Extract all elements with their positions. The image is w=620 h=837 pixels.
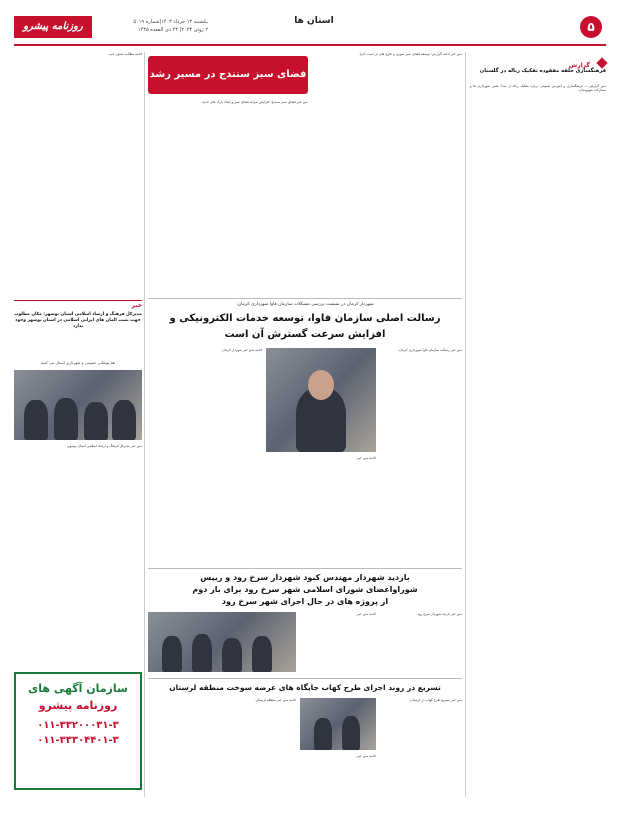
story3-title-line1: بازدید شهردار مهندس کبود شهردار سرخ رود و رییس [200,573,410,582]
story4-body-right: متن خبر تسریع طرح کهاب در لرستان. [409,698,462,702]
report-kicker [530,52,606,69]
section-title: استان ها [294,16,334,26]
left-column-body-top: ادامه مطالب ستون چپ. [108,52,142,56]
issue-date-line2: ۲ ژوئن ۲۰۲۴| ۲۴ ذی القعده ۱۴۴۵ [137,27,208,33]
report-kicker-icon [596,57,607,68]
story3-title-line2: شوراواعضای شورای اسلامی شهر سرخ رود برای باز دوم [192,585,418,594]
main-story-rule [148,298,462,299]
issue-date-line1: یکشنبه ۱۳ خرداد ۱۴۰۳|شماره ۵۰۱۹ [133,19,208,25]
story3-title-line3: از پروژه های در حال اجرای شهر سرخ رود [221,597,389,606]
khabar-label: خبر [131,302,142,309]
ad-line2: روزنامه پیشرو [38,699,118,712]
khabar-body: متن خبر مدیرکل فرهنگ و ارشاد اسلامی استان بوشهر. [66,444,142,448]
column-rule [465,52,466,797]
main-story-title-line2: افزایش سرعت گسترش آن است [224,329,386,340]
report-kicker-label: گزارش [568,62,590,69]
main-story-title-line1: رسالت اصلی سازمان فاوا، توسعه خدمات الکترونیکی و [169,313,441,324]
khabar-rule [14,300,142,301]
main-story-body-left: ادامه متن خبر شهردار کرمان. [221,348,262,352]
story3-photo [148,612,296,672]
khabar-headline: مدیرکل فرهنگ و ارشاد اسلامی استان بوشهر: مکان مطلوب جهت نصب المان های ایرانی اسلامی در استان بوشهر وجود ندارد [14,312,142,329]
header-rule [14,44,606,46]
report-title: فرهنگسازی حلقه مفقوده تفکیک زباله در گلستان [479,68,606,74]
story4-rule [148,678,462,679]
story4-title: تسریع در روند اجرای طرح کهاب جایگاه های عرضه سوخت منطقه لرستان [169,683,441,692]
main-story-kicker: شهردار کرمان در نشست بررسی مشکلات سازمان فاوا شهرداری کرمان: [236,302,374,307]
top-story-title: فضای سبز سنندج در مسیر رشد [149,69,307,80]
khabar-photo [14,370,142,440]
main-story-body-mid: ادامه متن خبر. [355,456,376,460]
left-column-rule [144,52,145,797]
ad-line1: سازمان آگهی های [28,682,128,695]
story4-body-mid: ادامه متن خبر. [355,754,376,758]
report-body: متن گزارش — فرهنگسازی و آموزش عمومی درباره تفکیک زباله از مبدأ، نقش شهرداری ها و مشارکت شهروندان. [470,84,606,93]
top-story-title-box [148,56,308,94]
ad-phone2: ۰۱۱-۳۳۳۰۴۴۰۱-۳ [37,735,119,746]
page-number-badge [576,14,606,40]
story4-body-left: ادامه متن خبر منطقه لرستان. [254,698,296,702]
main-story-photo [266,348,376,452]
khabar-byline: هم پوشانی عمومی و شهرداری استان می کنیم [41,360,115,365]
ad-box [14,672,142,790]
ad-phone1: ۰۱۱-۳۳۲۰۰۰۳۱-۳ [37,720,119,731]
story3-rule [148,568,462,569]
main-story-body-right: متن خبر رسالت سازمان فاوا شهرداری کرمان. [398,348,462,352]
newspaper-logo: روزنامه پیشرو [14,16,92,38]
page-header [14,14,606,42]
story3-body-right: متن خبر بازدید شهردار سرخ رود. [416,612,462,616]
story3-body-mid: ادامه متن خبر. [355,612,376,616]
page-number: ۵ [580,16,602,38]
issue-date [98,18,208,34]
story4-photo [300,698,376,750]
top-story-body-right: متن خبر ادامه گزارش؛ توسعه فضای سبز شهری و طرح های در دست اجرا. [358,52,462,56]
top-story-body: متن خبر فضای سبز سنندج؛ افزایش سرانه فضای سبز و ایجاد پارک های جدید. [201,100,308,104]
